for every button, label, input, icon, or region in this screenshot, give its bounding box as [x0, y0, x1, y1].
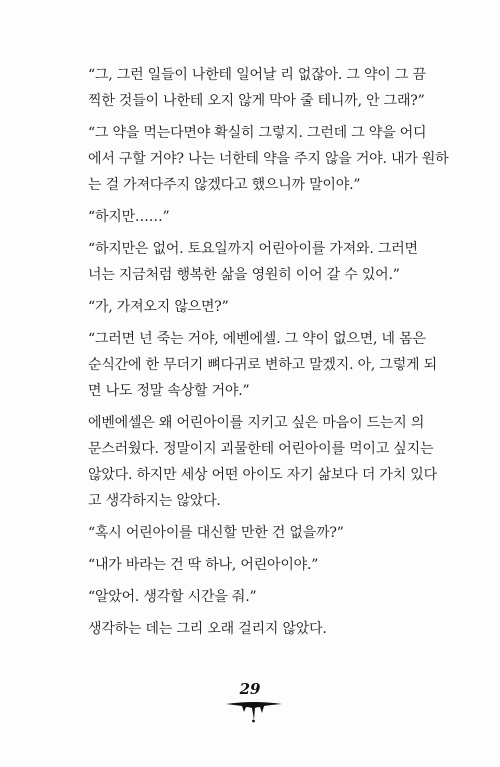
text-line: “내가 바라는 건 딱 하나, 어린아이야.”: [88, 557, 319, 573]
drip-ornament-icon: [224, 699, 284, 723]
text-line: “알았어. 생각할 시간을 줘.”: [88, 589, 257, 605]
text-line: 면 나도 정말 속상할 거야.”: [88, 383, 250, 399]
text-line: “가, 가져오지 않으면?”: [88, 299, 229, 315]
text-line: 생각하는 데는 그리 오래 걸리지 않았다.: [88, 621, 327, 637]
text-line: “그러면 넌 죽는 거야, 에벤에셀. 그 약이 없으면, 네 몸은: [88, 331, 426, 347]
text-line: 문스러웠다. 정말이지 괴물한테 어린아이를 먹이고 싶지는: [88, 441, 434, 457]
text-line: 않았다. 하지만 세상 어떤 아이도 자기 삶보다 더 가치 있다: [88, 467, 437, 483]
text-line: “하지만……”: [88, 209, 170, 225]
text-line: “그, 그런 일들이 나한테 일어날 리 없잖아. 그 약이 그 끔: [88, 67, 426, 83]
paragraph: [74, 236, 437, 288]
text-line: 찍한 것들이 나한테 오지 않게 막아 줄 테니까, 안 그래?”: [88, 93, 425, 109]
paragraph: [74, 294, 437, 320]
text-line: 순식간에 한 무더기 뼈다귀로 변하고 말겠지. 아, 그렇게 되: [88, 357, 437, 373]
paragraph: [74, 120, 449, 198]
paragraph: [74, 616, 437, 642]
text-line: 에벤에셀은 왜 어린아이를 지키고 싶은 마음이 드는지 의: [88, 415, 425, 431]
paragraph: [74, 520, 437, 546]
paragraph: [74, 326, 437, 404]
text-line: 고 생각하지는 않았다.: [88, 493, 221, 509]
paragraph: [74, 552, 437, 578]
paragraph: [74, 410, 437, 514]
text-line: 에서 구할 거야? 나는 너한테 약을 주지 않을 거야. 내가 원하: [88, 151, 449, 167]
paragraph: [74, 204, 437, 230]
text-line: “하지만은 없어. 토요일까지 어린아이를 가져와. 그러면: [88, 241, 418, 257]
text-line: 너는 지금처럼 행복한 삶을 영원히 이어 갈 수 있어.”: [88, 267, 400, 283]
paragraph: [74, 584, 437, 610]
body-text: [74, 62, 449, 648]
page-number: 29: [239, 680, 261, 698]
paragraph: [74, 62, 437, 114]
text-line: “혹시 어린아이를 대신할 만한 건 없을까?”: [88, 525, 344, 541]
text-line: “그 약을 먹는다면야 확실히 그렇지. 그런데 그 약을 어디: [88, 125, 427, 141]
text-line: 는 걸 가져다주지 않겠다고 했으니까 말이야.”: [88, 177, 361, 193]
